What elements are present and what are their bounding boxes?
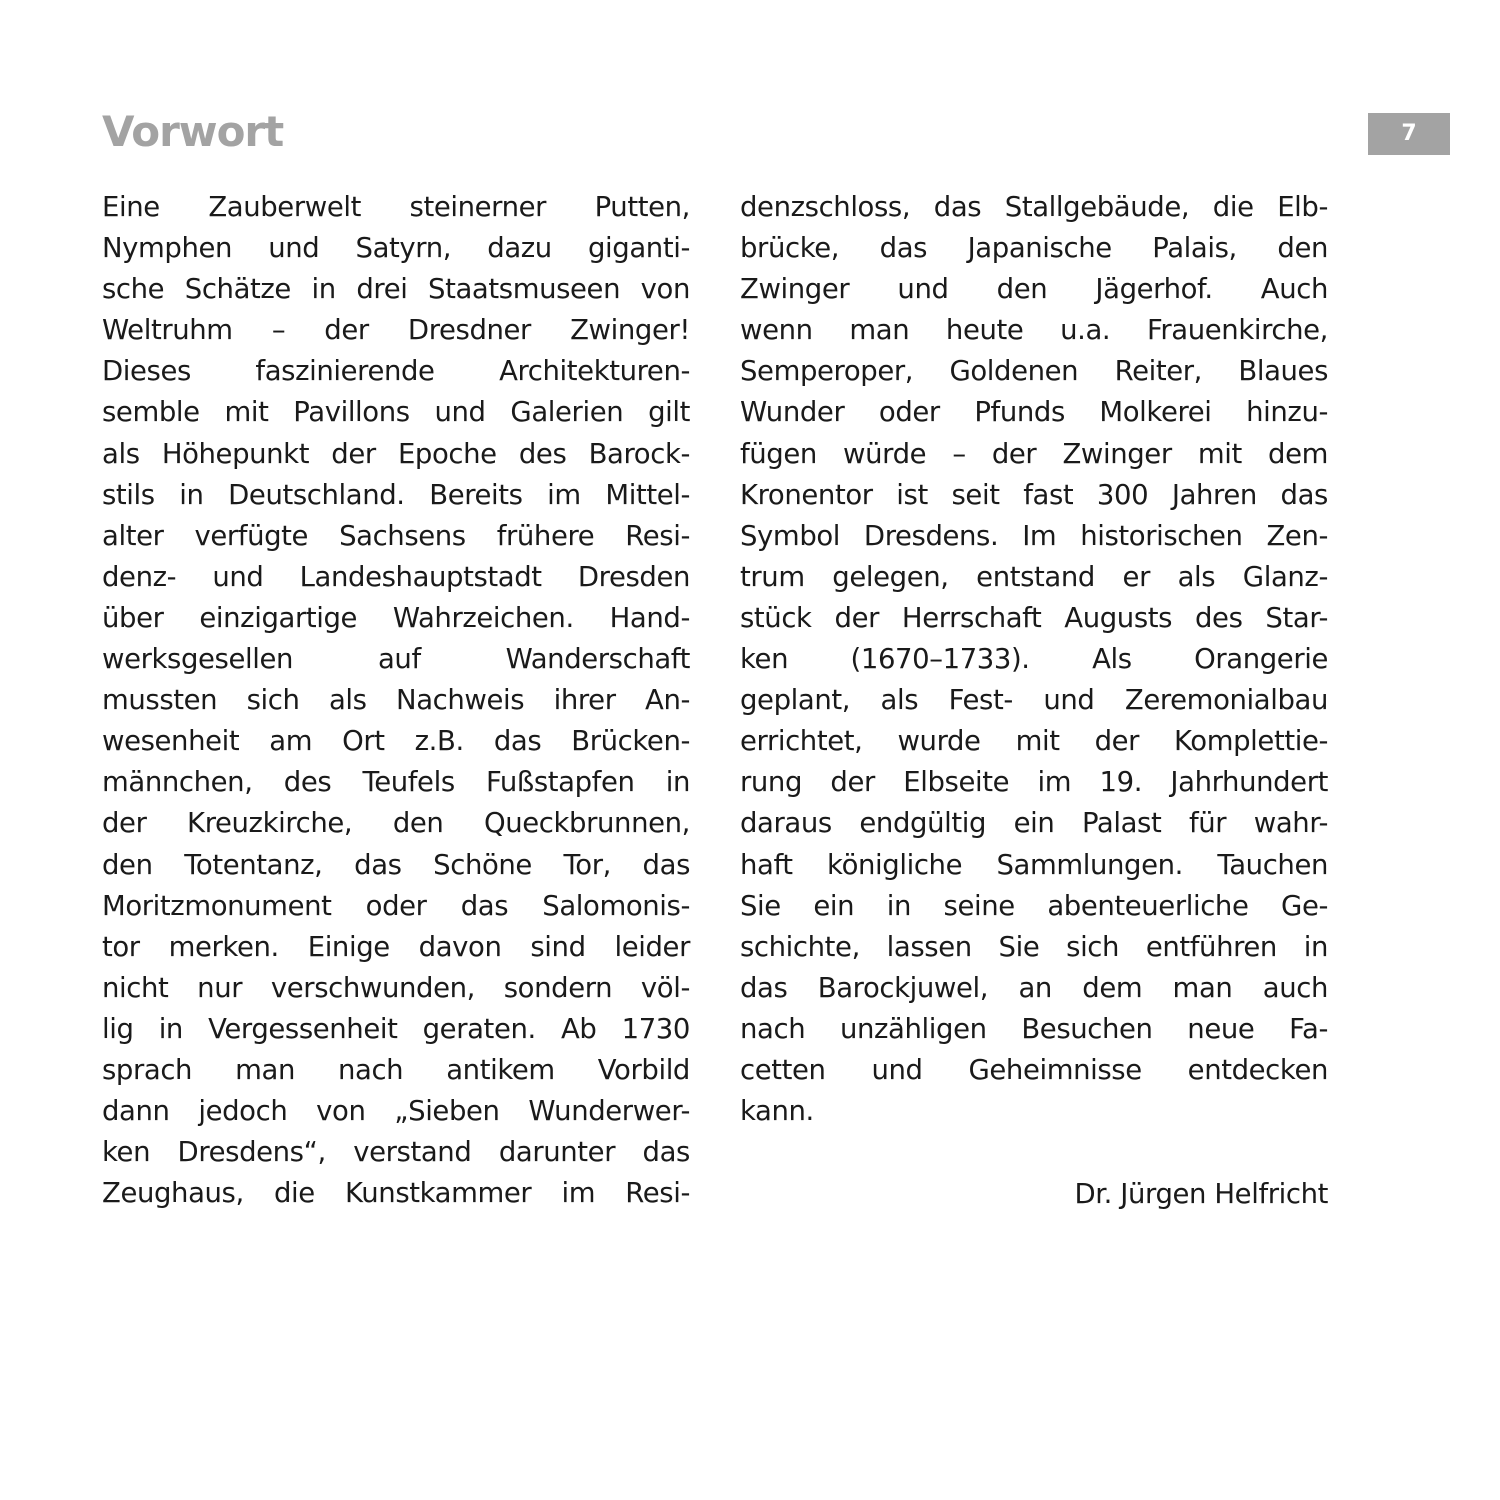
text-line: daraus endgültig ein Palast für wahr- [740,807,1328,840]
text-line: errichtet, wurde mit der Komplettie- [740,725,1328,758]
text-line: schichte, lassen Sie sich entführen in [740,930,1328,963]
text-line: Dieses faszinierende Architekturen- [102,355,690,388]
text-line: denz- und Landeshauptstadt Dresden [102,560,690,593]
text-line: haft königliche Sammlungen. Tauchen [740,848,1328,881]
text-line: Wunder oder Pfunds Molkerei hinzu- [740,396,1328,429]
text-line: Kronentor ist seit fast 300 Jahren das [740,478,1328,511]
text-line: Zeughaus, die Kunstkammer im Resi- [102,1177,690,1210]
text-line: stils in Deutschland. Bereits im Mittel- [102,478,690,511]
text-line: sprach man nach antikem Vorbild [102,1053,690,1086]
text-line: rung der Elbseite im 19. Jahrhundert [740,766,1328,799]
text-line: ken Dresdens“, verstand darunter das [102,1136,690,1169]
text-line: fügen würde – der Zwinger mit dem [740,437,1328,470]
page-title: Vorwort [102,107,284,156]
text-line: semble mit Pavillons und Galerien gilt [102,396,690,429]
text-line: ken (1670–1733). Als Orangerie [740,643,1328,676]
text-line: alter verfügte Sachsens frühere Resi- [102,519,690,552]
text-line: der Kreuzkirche, den Queckbrunnen, [102,807,690,840]
text-line: geplant, als Fest- und Zeremonialbau [740,684,1328,717]
text-line: Zwinger und den Jägerhof. Auch [740,273,1328,306]
text-line: wesenheit am Ort z.B. das Brücken- [102,725,690,758]
text-line: denzschloss, das Stallgebäude, die Elb- [740,191,1328,223]
text-line: mussten sich als Nachweis ihrer An- [102,684,690,717]
text-line: das Barockjuwel, an dem man auch [740,971,1328,1004]
text-line: lig in Vergessenheit geraten. Ab 1730 [102,1012,690,1045]
text-line: brücke, das Japanische Palais, den [740,232,1328,265]
text-line: dann jedoch von „Sieben Wunderwer- [102,1095,690,1128]
text-column-right [740,187,1328,1132]
text-line: sche Schätze in drei Staatsmuseen von [102,273,690,306]
text-line: werksgesellen auf Wanderschaft [102,643,690,676]
page-number-tab: 7 [1368,113,1450,155]
text-line: cetten und Geheimnisse entdecken [740,1053,1328,1086]
text-line: nicht nur verschwunden, sondern völ- [102,971,690,1004]
text-line: trum gelegen, entstand er als Glanz- [740,560,1328,593]
text-line: Semperoper, Goldenen Reiter, Blaues [740,355,1328,388]
text-line: stück der Herrschaft Augusts des Star- [740,601,1328,634]
text-column-left [102,187,690,1214]
text-line: Sie ein in seine abenteuerliche Ge- [740,889,1328,922]
author-signature: Dr. Jürgen Helfricht [1074,1178,1328,1210]
text-line: kann. [740,1095,814,1128]
text-line: über einzigartige Wahrzeichen. Hand- [102,601,690,634]
text-line: Nymphen und Satyrn, dazu giganti- [102,232,690,265]
text-line: Weltruhm – der Dresdner Zwinger! [102,314,690,347]
text-line: als Höhepunkt der Epoche des Barock- [102,437,690,470]
text-line: nach unzähligen Besuchen neue Fa- [740,1012,1328,1045]
text-line: Eine Zauberwelt steinerner Putten, [102,191,690,223]
text-line: männchen, des Teufels Fußstapfen in [102,766,690,799]
text-line: Symbol Dresdens. Im historischen Zen- [740,519,1328,552]
text-line: wenn man heute u.a. Frauenkirche, [740,314,1328,347]
text-line: tor merken. Einige davon sind leider [102,930,690,963]
text-line: Moritzmonument oder das Salomonis- [102,889,690,922]
text-line: den Totentanz, das Schöne Tor, das [102,848,690,881]
